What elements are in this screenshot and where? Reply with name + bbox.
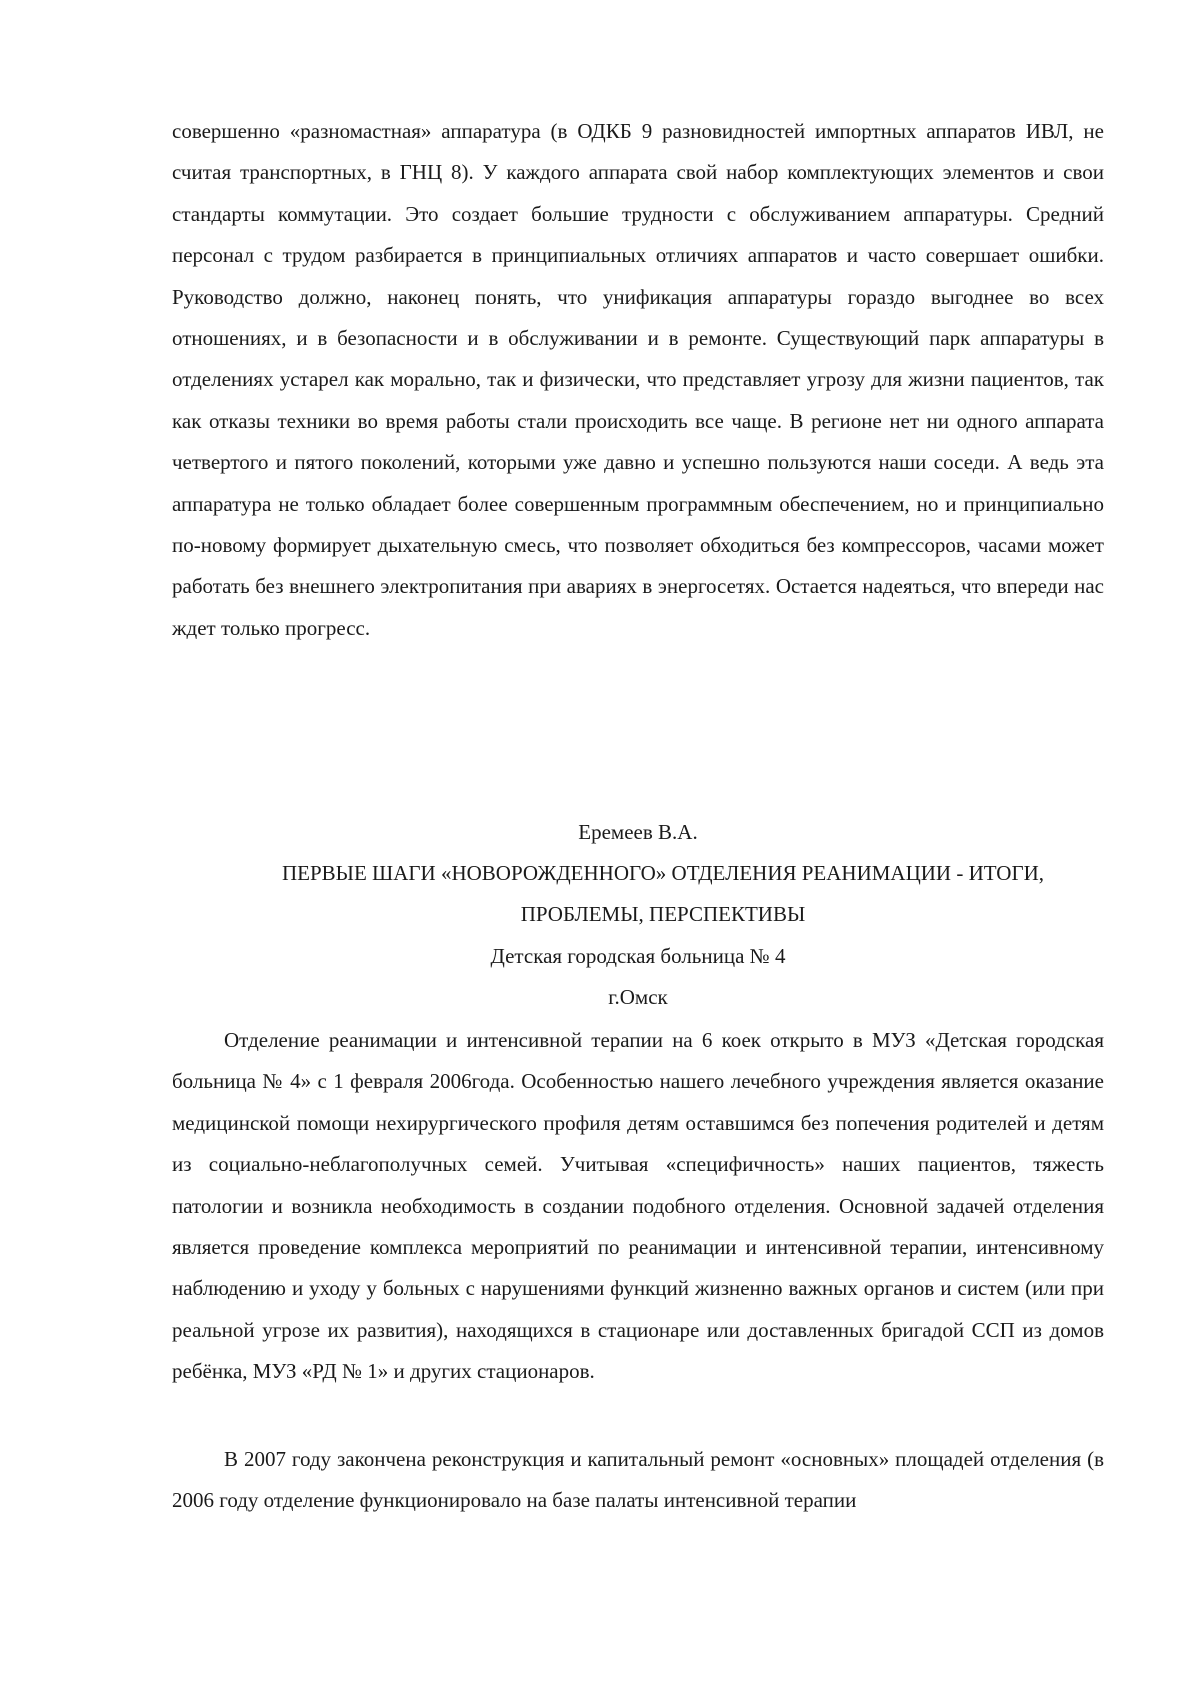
document-page (172, 0, 1104, 1682)
intro-paragraph: совершенно «разномастная» аппаратура (в ОДКБ 9 разновидностей импортных аппаратов ИВЛ, не считая транспортных, в ГНЦ 8). У каждого аппарата свой набор комплектующих элементов и свои стандарты коммутации. Это создает большие трудности с обслуживанием аппаратуры. Средний персонал с трудом разбирается в принципиальных отличиях аппаратов и часто совершает ошибки. Руководство должно, наконец понять, что унификация аппаратуры гораздо выгоднее во всех отношениях, и в безопасности и в обслуживании и в ремонте. Существующий парк аппаратуры в отделениях устарел как морально, так и физически, что представляет угрозу для жизни пациентов, так как отказы техники во время работы стали происходить все чаще. В регионе нет ни одного аппарата четвертого и пятого поколений, которыми уже давно и успешно пользуются наши соседи. А ведь эта аппаратура не только обладает более совершенным программным обеспечением, но и принципиально по-новому формирует дыхательную смесь, что позволяет обходиться без компрессоров, часами может работать без внешнего электропитания при авариях в энергосетях. Остается надеяться, что впереди нас ждет только прогресс. (172, 119, 1104, 640)
article-title: ПЕРВЫЕ ШАГИ «НОВОРОЖДЕННОГО» ОТДЕЛЕНИЯ РЕАНИМАЦИИ - ИТОГИ, ПРОБЛЕМЫ, ПЕРСПЕКТИВЫ (281, 861, 1045, 927)
article-author: Еремеев В.А. (578, 820, 698, 844)
article-city: г.Омск (608, 985, 668, 1009)
body-paragraph: В 2007 году закончена реконструкция и капитальный ремонт «основных» площадей отделения (в 2006 году отделение функционировало на базе палаты интенсивной терапии (172, 1447, 1104, 1513)
article-institution: Детская городская больница № 4 (490, 944, 786, 968)
body-paragraph: Отделение реанимации и интенсивной терапии на 6 коек открыто в МУЗ «Детская городская больница № 4» с 1 февраля 2006года. Особенностью нашего лечебного учреждения является оказание медицинской помощи нехирургического профиля детям оставшимся без попечения родителей и детям из социально-неблагополучных семей. Учитывая «специфичность» наших пациентов, тяжесть патологии и возникла необходимость в создании подобного отделения. Основной задачей отделения является проведение комплекса мероприятий по реанимации и интенсивной терапии, интенсивному наблюдению и уходу у больных с нарушениями функций жизненно важных органов и систем (или при реальной угрозе их развития), находящихся в стационаре или доставленных бригадой ССП из домов ребёнка, МУЗ «РД № 1» и других стационаров. (172, 1028, 1104, 1384)
